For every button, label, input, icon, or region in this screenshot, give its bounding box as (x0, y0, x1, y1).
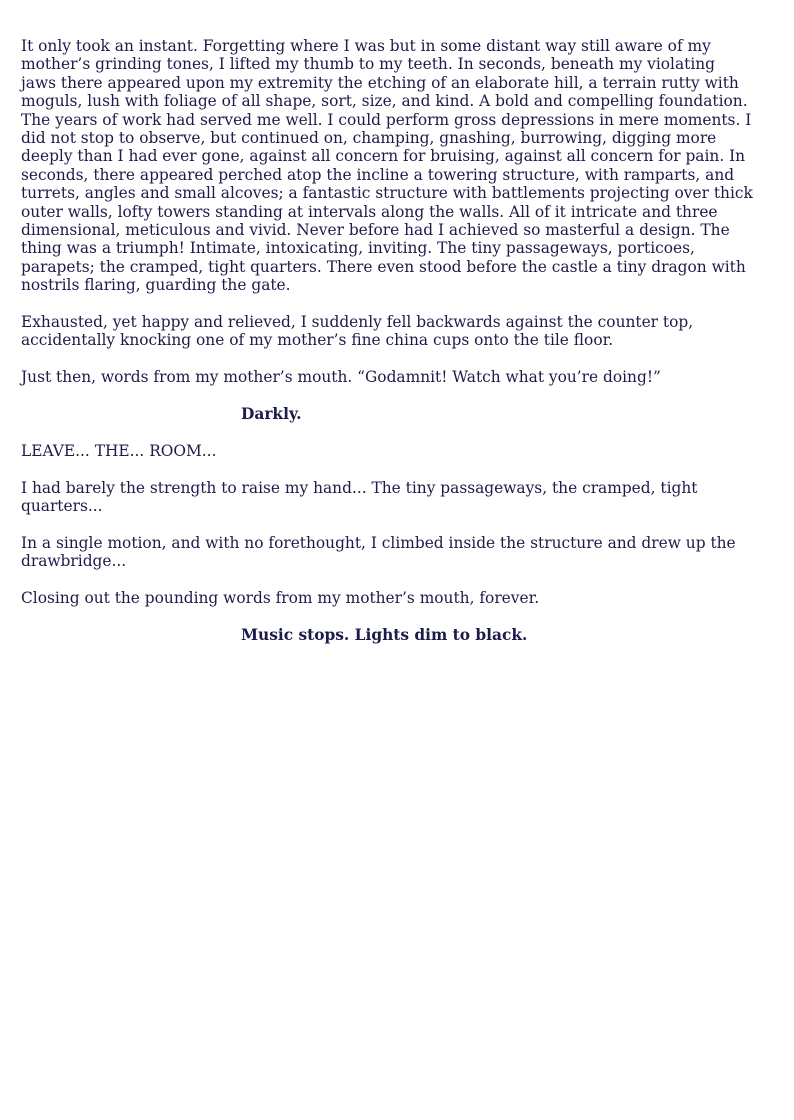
paragraph-drawbridge: In a single motion, and with no forethought, I climbed inside the structure and drew up the drawbridge... (21, 533, 736, 571)
stage-direction-darkly: Darkly. (241, 405, 302, 424)
stage-direction-music-stops: Music stops. Lights dim to black. (241, 625, 528, 644)
paragraph-exhausted: Exhausted, yet happy and relieved, I suddenly fell backwards against the counter top, accidentally knocking one of my mother’s fine china cups onto the tile floor. (21, 313, 694, 350)
paragraph-raise-hand: I had barely the strength to raise my hand... The tiny passageways, the cramped, tight quarters... (21, 478, 698, 516)
paragraph-castle-description: It only took an instant. Forgetting where I was but in some distant way still aware of my mother’s grinding tones, I lifted my thumb to my teeth. In seconds, beneath my violating jaws there appeared upon my extremity the etching of an elaborate hill, a terrain rutty with moguls, lush with foliage of all shape, sort, size, and kind. A bold and compelling foundation. The years of work had served me well. I could perform gross depressions in mere moments. I did not stop to observe, but continued on, champing, gnashing, burrowing, digging more deeply than I had ever gone, against all concern for bruising, against all concern for pain. In seconds, there appeared perched atop the incline a towering structure, with ramparts, and turrets, angles and small alcoves; a fantastic structure with battlements projecting over thick outer walls, lofty towers standing at intervals along the walls. All of it intricate and three dimensional, meticulous and vivid. Never before had I achieved so masterful a design. The thing was a triumph! Intimate, intoxicating, inviting. The tiny passageways, porticoes, parapets; the cramped, tight quarters. There even stood before the castle a tiny dragon with nostrils flaring, guarding the gate. (21, 37, 753, 295)
paragraph-leave-the-room: LEAVE... THE... ROOM... (21, 441, 217, 460)
paragraph-mother-words: Just then, words from my mother’s mouth. “Godamnit! Watch what you’re doing!” (21, 368, 661, 387)
paragraph-closing-out: Closing out the pounding words from my mother’s mouth, forever. (21, 589, 540, 608)
